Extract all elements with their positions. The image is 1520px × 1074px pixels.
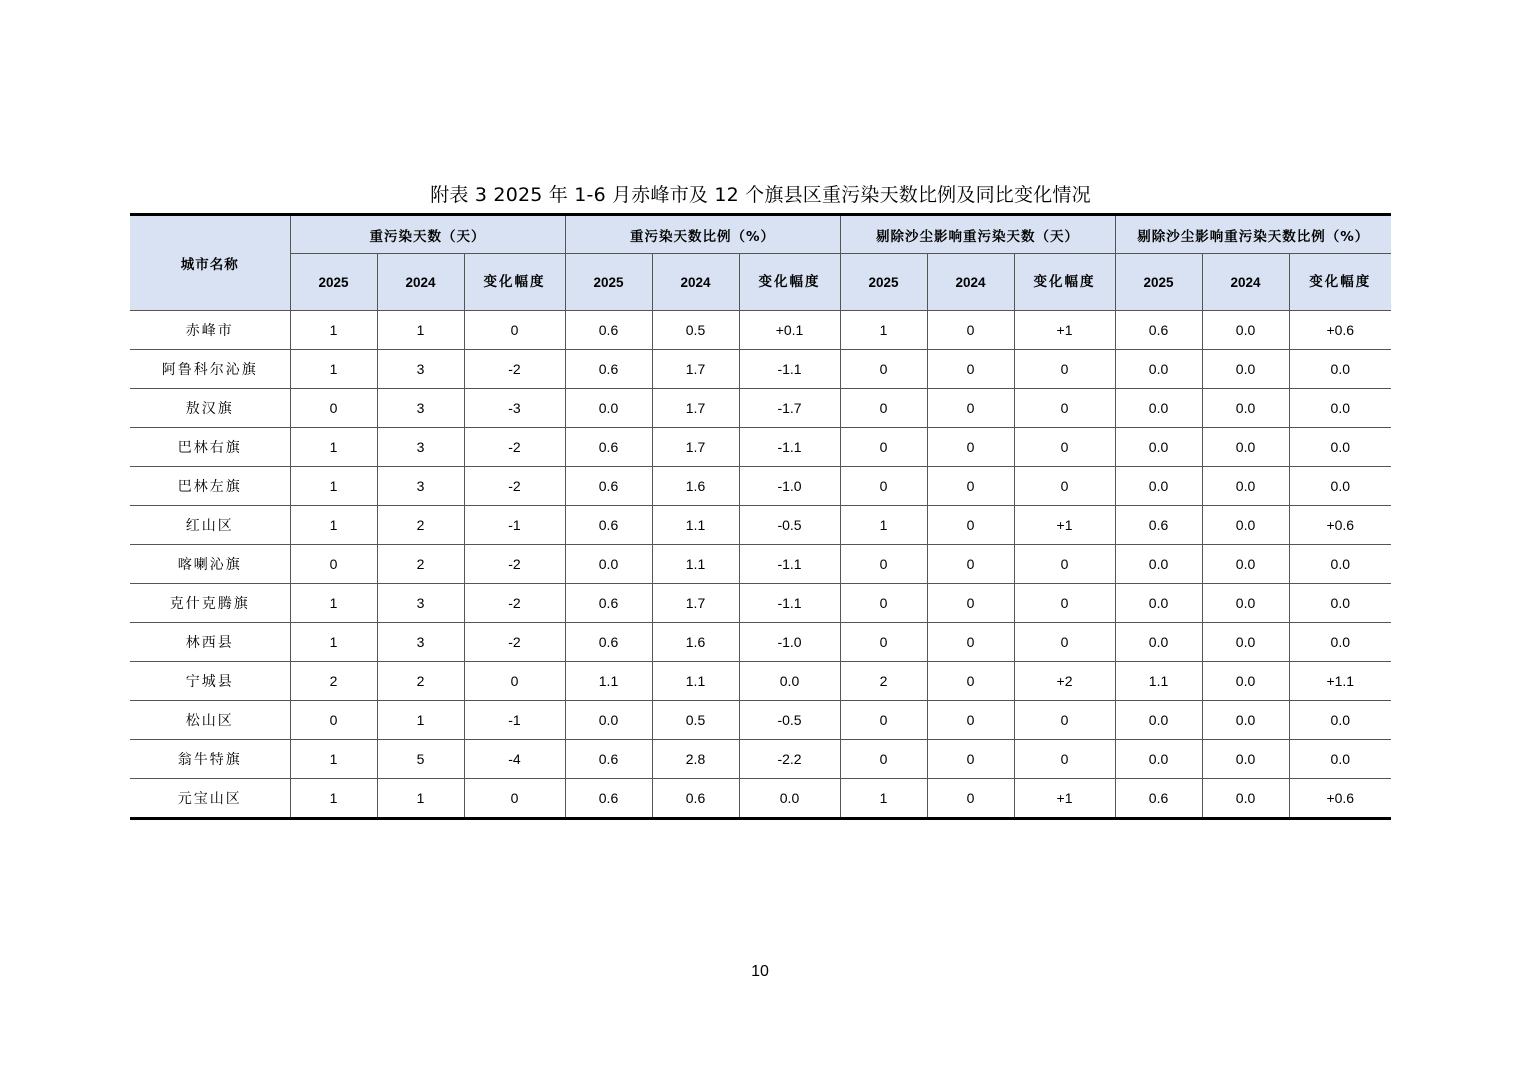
value-cell: 0.0 <box>1202 311 1289 350</box>
table-title: 附表 3 2025 年 1-6 月赤峰市及 12 个旗县区重污染天数比例及同比变化情况 <box>430 184 1091 206</box>
value-cell: 1 <box>840 506 927 545</box>
value-cell: 2 <box>290 662 377 701</box>
value-cell: -1.1 <box>739 350 840 389</box>
table-row <box>130 350 1391 389</box>
value-cell: 0 <box>840 623 927 662</box>
value-cell: -1 <box>464 506 565 545</box>
value-cell: 5 <box>377 740 464 779</box>
value-cell: 1.1 <box>652 545 739 584</box>
value-cell: 1 <box>290 779 377 819</box>
city-name-cell: 林西县 <box>130 623 290 662</box>
value-cell: -3 <box>464 389 565 428</box>
value-cell: 0 <box>464 311 565 350</box>
value-cell: 0 <box>464 662 565 701</box>
value-cell: +1 <box>1014 506 1115 545</box>
value-cell: 1.7 <box>652 389 739 428</box>
value-cell: 0.0 <box>1289 623 1391 662</box>
city-name-cell: 元宝山区 <box>130 779 290 819</box>
value-cell: 1 <box>290 428 377 467</box>
value-cell: 1 <box>377 701 464 740</box>
value-cell: +0.1 <box>739 311 840 350</box>
value-cell: 0 <box>1014 428 1115 467</box>
value-cell: 0 <box>464 779 565 819</box>
value-cell: 0 <box>840 389 927 428</box>
value-cell: 0.6 <box>1115 506 1202 545</box>
value-cell: 0.0 <box>1289 467 1391 506</box>
value-cell: 2 <box>377 662 464 701</box>
value-cell: 0.6 <box>565 623 652 662</box>
value-cell: 0.0 <box>1289 428 1391 467</box>
value-cell: 3 <box>377 623 464 662</box>
value-cell: 0.0 <box>739 779 840 819</box>
value-cell: 0.0 <box>1115 623 1202 662</box>
pollution-days-table <box>130 213 1391 820</box>
value-cell: 1.1 <box>652 662 739 701</box>
value-cell: 0 <box>1014 701 1115 740</box>
header-group-nodust-days: 剔除沙尘影响重污染天数（天） <box>840 215 1115 254</box>
header-group-heavy-ratio: 重污染天数比例（%） <box>565 215 840 254</box>
value-cell: 0.0 <box>1115 740 1202 779</box>
value-cell: 0 <box>927 584 1014 623</box>
header-year-2024: 2024 <box>927 254 1014 311</box>
value-cell: -1.0 <box>739 467 840 506</box>
table-row <box>130 389 1391 428</box>
value-cell: 0 <box>927 311 1014 350</box>
value-cell: 0.0 <box>1115 467 1202 506</box>
value-cell: -1 <box>464 701 565 740</box>
table-row <box>130 428 1391 467</box>
table-row <box>130 740 1391 779</box>
table-row <box>130 506 1391 545</box>
header-year-2024: 2024 <box>652 254 739 311</box>
value-cell: 1 <box>290 584 377 623</box>
table-row <box>130 662 1391 701</box>
value-cell: 0.0 <box>1289 740 1391 779</box>
value-cell: 2 <box>377 545 464 584</box>
value-cell: +0.6 <box>1289 779 1391 819</box>
value-cell: 1 <box>290 623 377 662</box>
value-cell: -1.0 <box>739 623 840 662</box>
value-cell: -2 <box>464 350 565 389</box>
value-cell: 0 <box>927 389 1014 428</box>
value-cell: 0.0 <box>1289 350 1391 389</box>
value-cell: 0 <box>840 428 927 467</box>
value-cell: +2 <box>1014 662 1115 701</box>
value-cell: 0.0 <box>1115 701 1202 740</box>
value-cell: -2 <box>464 623 565 662</box>
value-cell: 0 <box>927 467 1014 506</box>
value-cell: 0.0 <box>1289 584 1391 623</box>
table-row <box>130 701 1391 740</box>
value-cell: 0.0 <box>565 545 652 584</box>
header-group-heavy-days: 重污染天数（天） <box>290 215 565 254</box>
value-cell: +0.6 <box>1289 311 1391 350</box>
value-cell: 1.1 <box>565 662 652 701</box>
table-row <box>130 311 1391 350</box>
value-cell: 0 <box>927 623 1014 662</box>
value-cell: 0 <box>840 701 927 740</box>
value-cell: 0.0 <box>1289 389 1391 428</box>
city-name-cell: 克什克腾旗 <box>130 584 290 623</box>
value-cell: 1 <box>840 311 927 350</box>
value-cell: 1 <box>290 350 377 389</box>
value-cell: 1.7 <box>652 428 739 467</box>
value-cell: 0.6 <box>565 779 652 819</box>
value-cell: 3 <box>377 428 464 467</box>
header-group-nodust-ratio: 剔除沙尘影响重污染天数比例（%） <box>1115 215 1391 254</box>
table-row <box>130 779 1391 819</box>
value-cell: 3 <box>377 350 464 389</box>
value-cell: 0 <box>840 545 927 584</box>
city-name-cell: 赤峰市 <box>130 311 290 350</box>
value-cell: +1 <box>1014 779 1115 819</box>
value-cell: 1 <box>290 740 377 779</box>
value-cell: 0.0 <box>1202 623 1289 662</box>
value-cell: 0.0 <box>565 701 652 740</box>
value-cell: -2 <box>464 584 565 623</box>
value-cell: 0 <box>927 506 1014 545</box>
header-city-name: 城市名称 <box>130 215 290 311</box>
value-cell: 0.0 <box>1115 389 1202 428</box>
value-cell: 0.0 <box>1115 545 1202 584</box>
value-cell: -1.7 <box>739 389 840 428</box>
value-cell: -2 <box>464 428 565 467</box>
table-row <box>130 467 1391 506</box>
value-cell: 0.6 <box>565 740 652 779</box>
value-cell: 1 <box>840 779 927 819</box>
value-cell: 0.0 <box>1115 428 1202 467</box>
value-cell: 0 <box>927 428 1014 467</box>
city-name-cell: 巴林左旗 <box>130 467 290 506</box>
value-cell: 0 <box>927 701 1014 740</box>
value-cell: 1 <box>290 506 377 545</box>
value-cell: 0 <box>1014 623 1115 662</box>
city-name-cell: 宁城县 <box>130 662 290 701</box>
value-cell: 0 <box>290 545 377 584</box>
value-cell: 0.0 <box>1202 701 1289 740</box>
value-cell: 0 <box>927 740 1014 779</box>
value-cell: 1.1 <box>652 506 739 545</box>
value-cell: 0.0 <box>1202 350 1289 389</box>
value-cell: -2 <box>464 467 565 506</box>
value-cell: 0.0 <box>1202 740 1289 779</box>
value-cell: +1.1 <box>1289 662 1391 701</box>
value-cell: 0.6 <box>565 311 652 350</box>
value-cell: 1 <box>377 311 464 350</box>
value-cell: 0.0 <box>1289 545 1391 584</box>
value-cell: 1.6 <box>652 467 739 506</box>
value-cell: 0.0 <box>1202 467 1289 506</box>
value-cell: 1.7 <box>652 350 739 389</box>
header-year-2025: 2025 <box>840 254 927 311</box>
header-row-groups <box>130 215 1391 254</box>
value-cell: 0 <box>1014 740 1115 779</box>
value-cell: 3 <box>377 389 464 428</box>
value-cell: 2 <box>840 662 927 701</box>
city-name-cell: 敖汉旗 <box>130 389 290 428</box>
value-cell: 0.6 <box>565 350 652 389</box>
table-row <box>130 584 1391 623</box>
value-cell: 0 <box>840 350 927 389</box>
value-cell: 0.6 <box>565 428 652 467</box>
city-name-cell: 红山区 <box>130 506 290 545</box>
value-cell: 0.0 <box>1202 779 1289 819</box>
value-cell: 0 <box>1014 584 1115 623</box>
value-cell: 2.8 <box>652 740 739 779</box>
header-year-2025: 2025 <box>1115 254 1202 311</box>
value-cell: 0.0 <box>1289 701 1391 740</box>
value-cell: 0.6 <box>565 584 652 623</box>
value-cell: 0.0 <box>1115 350 1202 389</box>
value-cell: 1.1 <box>1115 662 1202 701</box>
value-cell: 1 <box>290 467 377 506</box>
value-cell: 0.0 <box>739 662 840 701</box>
header-change: 变化幅度 <box>739 254 840 311</box>
value-cell: 0.6 <box>652 779 739 819</box>
page-number: 10 <box>751 963 769 980</box>
value-cell: 1 <box>377 779 464 819</box>
value-cell: 3 <box>377 467 464 506</box>
value-cell: 0 <box>927 350 1014 389</box>
value-cell: -1.1 <box>739 428 840 467</box>
value-cell: 0 <box>290 389 377 428</box>
value-cell: -4 <box>464 740 565 779</box>
value-cell: 0.5 <box>652 701 739 740</box>
value-cell: 3 <box>377 584 464 623</box>
value-cell: 0.6 <box>1115 779 1202 819</box>
header-change: 变化幅度 <box>464 254 565 311</box>
value-cell: +1 <box>1014 311 1115 350</box>
value-cell: 0.5 <box>652 311 739 350</box>
value-cell: 0 <box>1014 389 1115 428</box>
value-cell: 0 <box>840 740 927 779</box>
header-year-2025: 2025 <box>565 254 652 311</box>
header-change: 变化幅度 <box>1014 254 1115 311</box>
value-cell: 0.0 <box>1202 389 1289 428</box>
value-cell: 0.6 <box>1115 311 1202 350</box>
value-cell: 0.0 <box>1202 545 1289 584</box>
value-cell: 0.0 <box>1115 584 1202 623</box>
city-name-cell: 阿鲁科尔沁旗 <box>130 350 290 389</box>
city-name-cell: 松山区 <box>130 701 290 740</box>
value-cell: 0 <box>1014 545 1115 584</box>
value-cell: 1 <box>290 311 377 350</box>
value-cell: -1.1 <box>739 584 840 623</box>
header-year-2024: 2024 <box>1202 254 1289 311</box>
value-cell: 0 <box>840 467 927 506</box>
header-row-sub <box>130 254 1391 311</box>
value-cell: -0.5 <box>739 506 840 545</box>
value-cell: 0.6 <box>565 506 652 545</box>
value-cell: -2.2 <box>739 740 840 779</box>
value-cell: 0 <box>1014 467 1115 506</box>
value-cell: -0.5 <box>739 701 840 740</box>
table-row <box>130 623 1391 662</box>
value-cell: 0.0 <box>565 389 652 428</box>
value-cell: 0.0 <box>1202 662 1289 701</box>
city-name-cell: 巴林右旗 <box>130 428 290 467</box>
city-name-cell: 喀喇沁旗 <box>130 545 290 584</box>
value-cell: 0.0 <box>1202 584 1289 623</box>
value-cell: 0.0 <box>1202 506 1289 545</box>
value-cell: 0.6 <box>565 467 652 506</box>
value-cell: 0 <box>840 584 927 623</box>
value-cell: 0 <box>927 545 1014 584</box>
header-change: 变化幅度 <box>1289 254 1391 311</box>
value-cell: 0.0 <box>1202 428 1289 467</box>
value-cell: 0 <box>927 662 1014 701</box>
header-year-2025: 2025 <box>290 254 377 311</box>
value-cell: 0 <box>290 701 377 740</box>
table-body <box>130 311 1391 819</box>
value-cell: 0 <box>1014 350 1115 389</box>
value-cell: 0 <box>927 779 1014 819</box>
value-cell: -2 <box>464 545 565 584</box>
value-cell: 1.6 <box>652 623 739 662</box>
value-cell: 1.7 <box>652 584 739 623</box>
header-year-2024: 2024 <box>377 254 464 311</box>
value-cell: +0.6 <box>1289 506 1391 545</box>
value-cell: -1.1 <box>739 545 840 584</box>
value-cell: 2 <box>377 506 464 545</box>
table-row <box>130 545 1391 584</box>
city-name-cell: 翁牛特旗 <box>130 740 290 779</box>
